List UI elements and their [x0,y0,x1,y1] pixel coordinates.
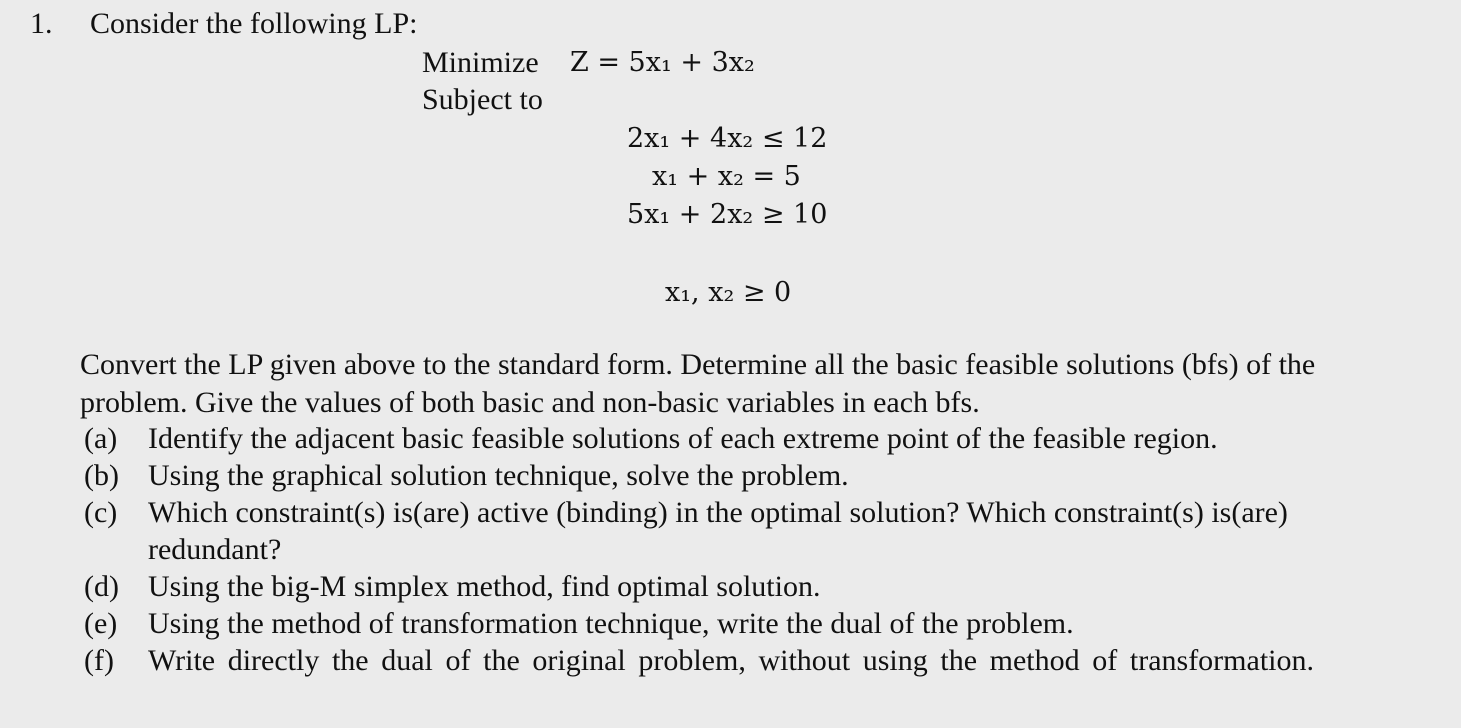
part-text: Write directly the dual of the original problem, without using the method of transformation. [148,644,1314,677]
list-item [84,457,1314,494]
parts-list [84,420,1314,679]
list-item [84,605,1314,642]
part-label: (f) [84,644,114,677]
nonnegativity-constraint: x₁, x₂ ≥ 0 [665,277,792,308]
list-item [84,494,1314,568]
part-label: (c) [84,496,118,529]
part-label: (b) [84,459,119,492]
subject-to-label: Subject to [422,83,543,116]
part-text: Using the graphical solution technique, solve the problem. [148,459,849,492]
list-item [84,568,1314,605]
constraint-2: x₁ + x₂ = 5 [652,161,801,192]
objective-expression [570,46,755,80]
list-item [84,642,1314,679]
constraint-3: 5x₁ + 2x₂ ≥ 10 [627,199,828,230]
part-text: Which constraint(s) is(are) active (binding) in the optimal solution? Which constraint(s) is(are) redundant? [148,496,1288,566]
part-label: (e) [84,607,118,640]
constraint-1: 2x₁ + 4x₂ ≤ 12 [627,123,828,154]
instructions-paragraph: Convert the LP given above to the standard form. Determine all the basic feasible solutions (bfs) of the problem. Give the values of both basic and non-basic variables in each bfs. [80,348,1316,419]
list-item [84,420,1314,457]
part-text: Identify the adjacent basic feasible solutions of each extreme point of the feasible region. [148,422,1218,455]
question-intro: Consider the following LP: [90,7,418,40]
part-label: (a) [84,422,118,455]
part-text: Using the big-M simplex method, find optimal solution. [148,570,821,603]
objective-label: Minimize [422,46,539,79]
part-label: (d) [84,570,119,603]
question-number: 1. [30,7,53,40]
objective-expr-text: Z = 5x₁ + 3x₂ [570,47,755,78]
part-text: Using the method of transformation technique, write the dual of the problem. [148,607,1074,640]
